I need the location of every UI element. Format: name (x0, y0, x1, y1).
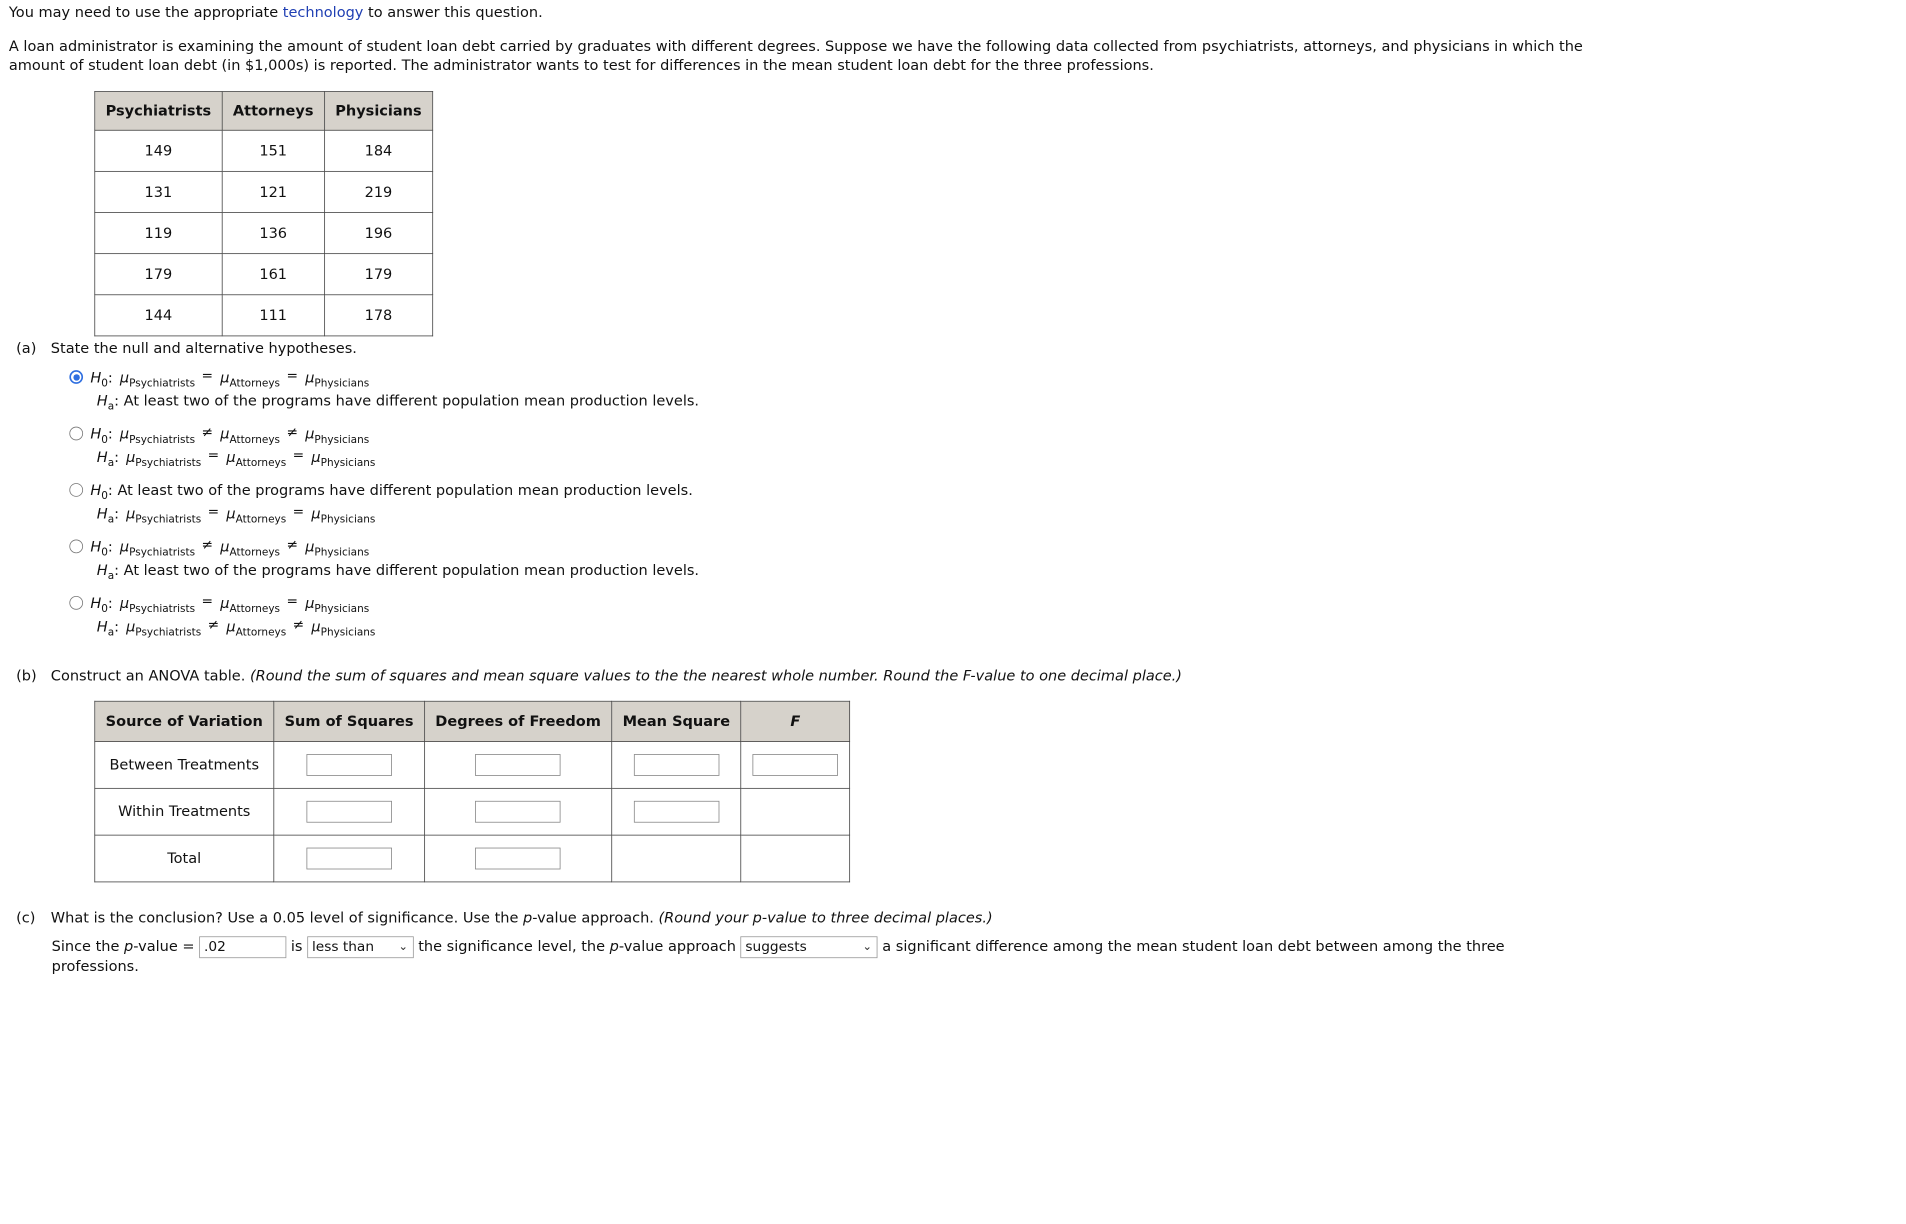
end-line-2: professions. (51, 958, 139, 976)
intro-text-end: to answer this question. (363, 4, 543, 21)
equals-sign: = (286, 367, 298, 384)
not-equal-sign: ≠ (201, 424, 213, 441)
within-df-input[interactable] (475, 801, 560, 823)
suggests-value: suggests (745, 938, 807, 955)
part-a-text: State the null and alternative hypotheses. (50, 340, 357, 358)
table-row (95, 295, 433, 336)
table-row (95, 254, 433, 295)
not-equal-sign: ≠ (286, 424, 298, 441)
not-equal-sign: ≠ (201, 537, 213, 554)
middle-text-2: -value approach (618, 937, 736, 955)
within-ms-input[interactable] (634, 801, 719, 823)
cell (424, 835, 611, 882)
part-b-text: Construct an ANOVA table. (50, 667, 246, 685)
between-ms-input[interactable] (634, 754, 719, 776)
at-least-text: At least two of the programs have different population mean production levels. (123, 562, 700, 580)
within-ss-input[interactable] (306, 801, 391, 823)
table-cell: 179 (324, 254, 432, 295)
mu-symbol: μ (311, 449, 321, 467)
mu-subscript: Physicians (314, 546, 370, 559)
anova-row-total (95, 835, 850, 882)
hypothesis-option-5[interactable] (69, 594, 375, 641)
at-least-text: At least two of the programs have different population mean production levels. (123, 392, 700, 410)
h-subscript: 0 (101, 433, 108, 446)
table-cell: 184 (324, 130, 432, 171)
part-c-instruction: (Round your p-value to three decimal places.) (658, 909, 993, 927)
hypothesis-option-3[interactable] (69, 481, 692, 528)
option-1-null: $H_0$: $\mu_{Psychiatrists} = \mu_{Attorneys} = \mu_{Physicians}$ (90, 367, 370, 390)
table-cell: 144 (95, 295, 222, 336)
mu-subscript: Physicians (320, 457, 376, 470)
option-4-alt: $H_a$: At least two of the programs have different population mean production levels. (96, 562, 700, 583)
table-cell: 178 (324, 295, 432, 336)
equals-sign: = (201, 593, 213, 610)
mu-symbol: μ (119, 538, 130, 556)
mu-subscript: Physicians (320, 626, 376, 639)
option-1-radio[interactable] (69, 370, 83, 384)
problem-line-2: amount of student loan debt (in $1,000s) is reported. The administrator wants to test for differences in the mean student loan debt for the three professions. (8, 57, 1154, 75)
data-table (94, 91, 433, 336)
table-cell: 119 (95, 213, 222, 254)
h-symbol: H (90, 425, 102, 443)
h-symbol: H (90, 369, 102, 387)
part-b-instruction: (Round the sum of squares and mean square values to the the nearest whole number. Round the F-value to one decimal place.) (249, 667, 1182, 685)
anova-row-between (95, 742, 850, 789)
cell (274, 835, 425, 882)
h-symbol: H (90, 538, 102, 556)
mu-subscript: Psychiatrists (129, 603, 196, 616)
conclusion-line (52, 936, 1505, 959)
h-subscript: 0 (101, 603, 108, 616)
table-cell: 196 (324, 213, 432, 254)
cell (741, 835, 850, 882)
hypothesis-option-4[interactable] (69, 538, 699, 585)
between-df-input[interactable] (475, 754, 560, 776)
mu-symbol: μ (119, 369, 130, 387)
table-cell: 149 (95, 130, 222, 171)
cell (741, 788, 850, 835)
intro-line (9, 3, 543, 22)
since-text: Since the (51, 937, 125, 955)
p-value-input[interactable]: .02 (199, 936, 286, 958)
part-c-label: (c) (16, 909, 36, 927)
total-ss-input[interactable] (306, 848, 391, 870)
table-cell: 121 (222, 171, 324, 212)
mu-subscript: Attorneys (235, 457, 287, 470)
option-1-alt: $H_a$: At least two of the programs have different population mean production levels. (96, 392, 700, 413)
mu-symbol: μ (126, 505, 136, 523)
mu-subscript: Psychiatrists (129, 546, 196, 559)
cell (612, 788, 741, 835)
h-subscript: 0 (101, 490, 108, 503)
equals-sign: = (207, 504, 220, 521)
mu-subscript: Attorneys (229, 433, 280, 446)
mu-symbol: μ (305, 425, 315, 443)
between-ss-input[interactable] (306, 754, 391, 776)
header-source: Source of Variation (95, 701, 274, 741)
table-cell: 179 (95, 254, 222, 295)
h-symbol: H (96, 392, 108, 410)
part-c-text: What is the conclusion? Use a 0.05 level of significance. Use the (50, 909, 524, 927)
cell (424, 788, 611, 835)
row-label: Within Treatments (95, 788, 274, 835)
table-cell: 151 (222, 130, 324, 171)
header-psychiatrists: Psychiatrists (95, 92, 222, 131)
part-a-label: (a) (16, 340, 37, 358)
option-3-radio[interactable] (69, 483, 83, 497)
table-row (95, 171, 433, 212)
h-symbol: H (90, 595, 102, 613)
hypothesis-option-2[interactable] (69, 425, 375, 472)
mu-subscript: Psychiatrists (129, 377, 196, 390)
table-row (95, 213, 433, 254)
table-cell: 219 (324, 171, 432, 212)
part-c-question (16, 910, 992, 927)
option-3-alt: $H_a$: $\mu_{Psychiatrists} = \mu_{Attorneys} = \mu_{Physicians}$ (96, 504, 376, 526)
equals-sign: = (286, 593, 298, 610)
anova-row-within (95, 788, 850, 835)
at-least-text: At least two of the programs have different population mean production levels. (117, 482, 693, 500)
option-4-null: $H_0$: $\mu_{Psychiatrists} \ne \mu_{Attorneys} \ne \mu_{Physicians}$ (90, 537, 370, 559)
equals-sign: = (292, 447, 305, 464)
mu-symbol: μ (305, 538, 315, 556)
mu-subscript: Physicians (314, 377, 370, 390)
anova-table (94, 701, 850, 882)
technology-link[interactable]: technology (282, 4, 364, 21)
h-subscript: 0 (101, 546, 108, 559)
equals-sign: = (201, 367, 213, 384)
h-subscript: a (107, 513, 115, 526)
is-text: is (290, 937, 303, 955)
h-subscript: a (107, 457, 115, 470)
f-input[interactable] (753, 754, 838, 776)
header-mean-square: Mean Square (612, 701, 741, 741)
mu-symbol: μ (220, 538, 230, 556)
header-sum-of-squares: Sum of Squares (274, 701, 425, 741)
header-physicians: Physicians (324, 92, 432, 131)
h-symbol: H (96, 505, 108, 523)
not-equal-sign: ≠ (207, 616, 220, 634)
header-attorneys: Attorneys (222, 92, 324, 131)
part-b-label: (b) (16, 667, 37, 685)
equals-sign: = (207, 447, 220, 464)
option-2-alt: $H_a$: $\mu_{Psychiatrists} = \mu_{Attorneys} = \mu_{Physicians}$ (96, 447, 376, 470)
mu-symbol: μ (126, 449, 136, 467)
p-symbol: p (124, 937, 134, 955)
comparison-value: less than (311, 938, 375, 955)
mu-symbol: μ (126, 618, 136, 636)
comparison-select[interactable] (307, 936, 413, 958)
middle-text: the significance level, the (418, 937, 610, 955)
mu-subscript: Attorneys (229, 603, 280, 616)
mu-subscript: Attorneys (229, 377, 280, 390)
h-subscript: a (107, 570, 115, 583)
mu-symbol: μ (220, 369, 230, 387)
mu-subscript: Psychiatrists (135, 626, 202, 639)
hypothesis-option-1[interactable] (69, 369, 699, 416)
not-equal-sign: ≠ (286, 537, 298, 554)
table-row (95, 130, 433, 171)
option-5-alt: $H_a$: $\mu_{Psychiatrists} \ne \mu_{Attorneys} \ne \mu_{Physicians}$ (96, 616, 376, 639)
mu-subscript: Psychiatrists (135, 513, 202, 526)
h-subscript: a (107, 400, 115, 413)
mu-symbol: μ (119, 425, 130, 443)
mu-subscript: Psychiatrists (129, 433, 196, 446)
mu-subscript: Attorneys (235, 626, 287, 639)
not-equal-sign: ≠ (292, 616, 305, 634)
mu-symbol: μ (226, 505, 236, 523)
row-label: Total (95, 835, 274, 882)
part-c-text-2: -value approach. (532, 909, 659, 927)
mu-subscript: Physicians (320, 513, 376, 526)
end-text: a significant difference among the mean student loan debt between among the three (882, 937, 1505, 955)
header-f: F (741, 701, 850, 741)
mu-subscript: Attorneys (235, 513, 287, 526)
h-symbol: H (90, 482, 102, 500)
mu-symbol: μ (311, 618, 321, 636)
table-cell: 131 (95, 171, 222, 212)
mu-symbol: μ (119, 595, 130, 613)
row-label: Between Treatments (95, 742, 274, 789)
h-symbol: H (96, 449, 108, 467)
option-4-radio[interactable] (69, 540, 83, 554)
cell (612, 742, 741, 789)
problem-line-1: A loan administrator is examining the amount of student loan debt carried by graduates with different degrees. Suppose we have the following data collected from psychiatrists, attorneys, and physicians in which the (8, 37, 1583, 55)
p-symbol: p (609, 937, 619, 955)
cell (741, 742, 850, 789)
h-subscript: a (107, 626, 115, 639)
table-cell: 111 (222, 295, 324, 336)
p-symbol: p (523, 909, 533, 927)
mu-subscript: Psychiatrists (135, 457, 202, 470)
mu-symbol: μ (220, 425, 230, 443)
header-degrees-of-freedom: Degrees of Freedom (424, 701, 611, 741)
total-df-input[interactable] (475, 848, 560, 870)
mu-symbol: μ (305, 369, 315, 387)
option-2-radio[interactable] (69, 427, 83, 441)
h-symbol: H (96, 618, 108, 636)
option-3-null: $H_0$: At least two of the programs have different population mean production levels. (90, 482, 693, 503)
part-b-question (16, 668, 1182, 685)
mu-subscript: Physicians (314, 603, 370, 616)
option-2-null: $H_0$: $\mu_{Psychiatrists} \ne \mu_{Attorneys} \ne \mu_{Physicians}$ (90, 424, 370, 446)
cell (424, 742, 611, 789)
mu-symbol: μ (305, 595, 315, 613)
mu-symbol: μ (311, 505, 321, 523)
mu-symbol: μ (226, 618, 236, 636)
mu-subscript: Physicians (314, 433, 370, 446)
intro-text: You may need to use the appropriate (8, 4, 283, 21)
h-subscript: 0 (101, 377, 108, 390)
table-cell: 161 (222, 254, 324, 295)
part-a-question (16, 340, 357, 357)
table-cell: 136 (222, 213, 324, 254)
mu-symbol: μ (220, 595, 230, 613)
chevron-down-icon: ⌄ (398, 939, 408, 953)
chevron-down-icon: ⌄ (862, 939, 873, 953)
mu-subscript: Attorneys (229, 546, 280, 559)
h-symbol: H (96, 562, 108, 580)
option-5-radio[interactable] (69, 596, 83, 610)
value-eq-text: -value = (133, 937, 195, 955)
cell (612, 835, 741, 882)
mu-symbol: μ (226, 449, 236, 467)
suggests-select[interactable] (741, 936, 878, 958)
option-5-null: $H_0$: $\mu_{Psychiatrists} = \mu_{Attorneys} = \mu_{Physicians}$ (90, 593, 370, 616)
equals-sign: = (292, 504, 305, 521)
cell (274, 788, 425, 835)
cell (274, 742, 425, 789)
